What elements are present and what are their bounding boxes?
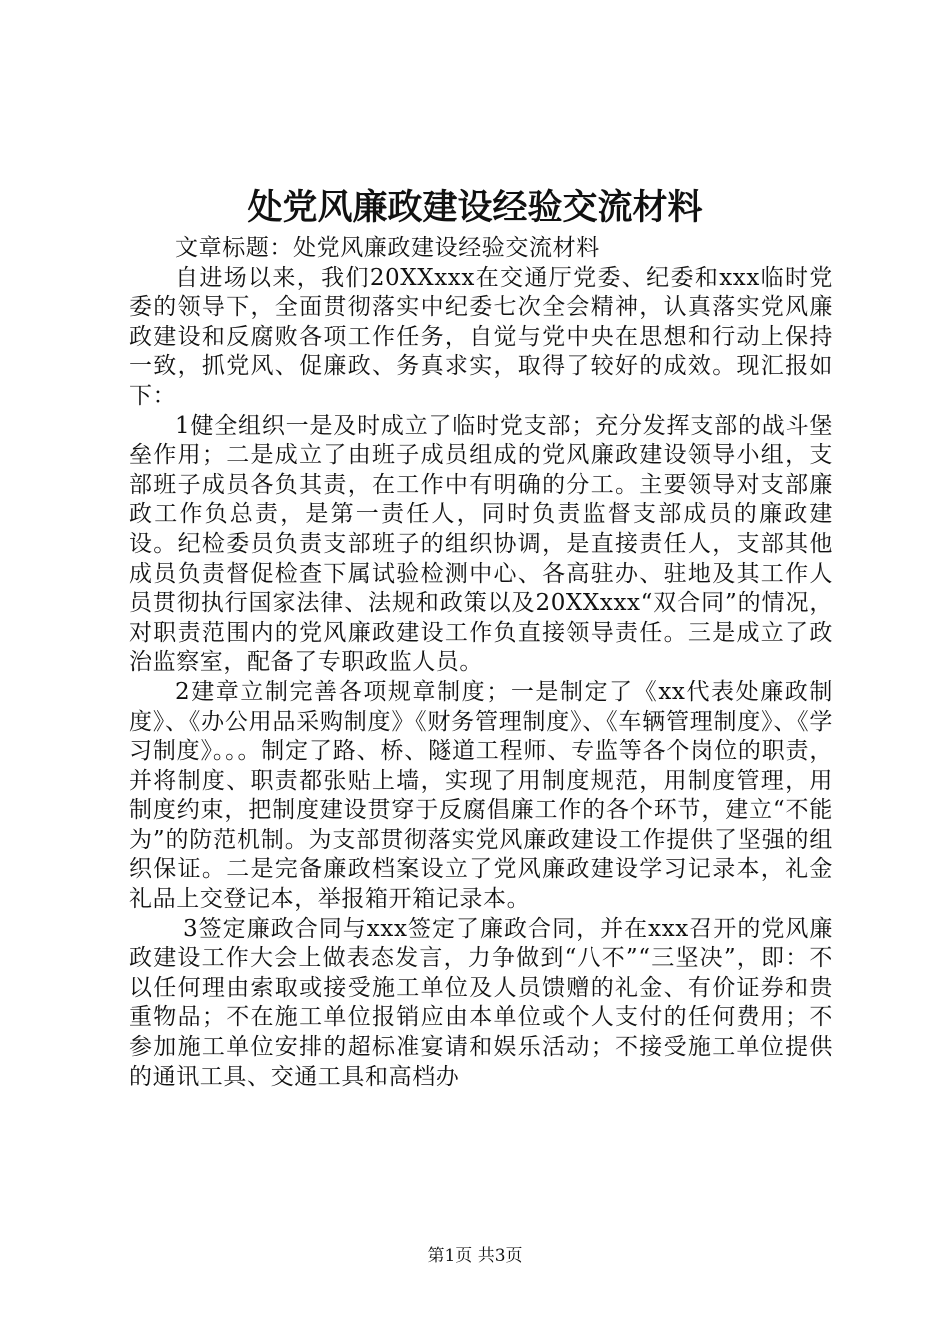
article-title-line: 文章标题：处党风廉政建设经验交流材料 — [175, 235, 600, 261]
page-footer: 第1页 共3页 — [427, 1246, 523, 1266]
paragraph-intro: 自进场以来，我们20XXxxx在交通厅党委、纪委和xxx临时党委的领导下，全面贯彻落实中纪委七次全会精神，认真落实党风廉政建设和反腐败各项工作任务，自觉与党中央在思想和行动上保持一致，抓党风、促廉政、务真求实，取得了较好的成效。现汇报如下： — [129, 264, 833, 409]
paragraph-organization: 1健全组织一是及时成立了临时党支部；充分发挥支部的战斗堡垒作用；二是成立了由班子成员组成的党风廉政建设领导小组，支部班子成员各负其责，在工作中有明确的分工。主要领导对支部廉政工作负总责，是第一责任人，同时负责监督支部成员的廉政建设。纪检委员负责支部班子的组织协调，是直接责任人，支部其他成员负责督促检查下属试验检测中心、各高驻办、驻地及其工作人员贯彻执行国家法律、法规和政策以及20XXxxx“双合同”的情况，对职责范围内的党风廉政建设工作负直接领导责任。三是成立了政治监察室，配备了专职政监人员。 — [129, 412, 833, 676]
paragraph-contract: 3签定廉政合同与xxx签定了廉政合同，并在xxx召开的党风廉政建设工作大会上做表态发言，力争做到“八不”“三坚决”，即：不以任何理由索取或接受施工单位及人员馈赠的礼金、有价证券和贵重物品；不在施工单位报销应由本单位或个人支付的任何费用；不参加施工单位安排的超标准宴请和娱乐活动；不接受施工单位提供的通讯工具、交通工具和高档办 — [129, 915, 833, 1090]
document-title: 处党风廉政建设经验交流材料 — [247, 187, 703, 228]
document-body — [129, 234, 833, 1092]
paragraph-regulations: 2建章立制完善各项规章制度；一是制定了《xx代表处廉政制度》、《办公用品采购制度》《财务管理制度》、《车辆管理制度》、《学习制度》。。。制定了路、桥、隧道工程师、专监等各个岗位的职责，并将制度、职责都张贴上墙，实现了用制度规范，用制度管理，用制度约束，把制度建设贯穿于反腐倡廉工作的各个环节，建立“不能为”的防范机制。为支部贯彻落实党风廉政建设工作提供了坚强的组织保证。二是完备廉政档案设立了党风廉政建设学习记录本，礼金礼品上交登记本，举报箱开箱记录本。 — [129, 678, 833, 913]
